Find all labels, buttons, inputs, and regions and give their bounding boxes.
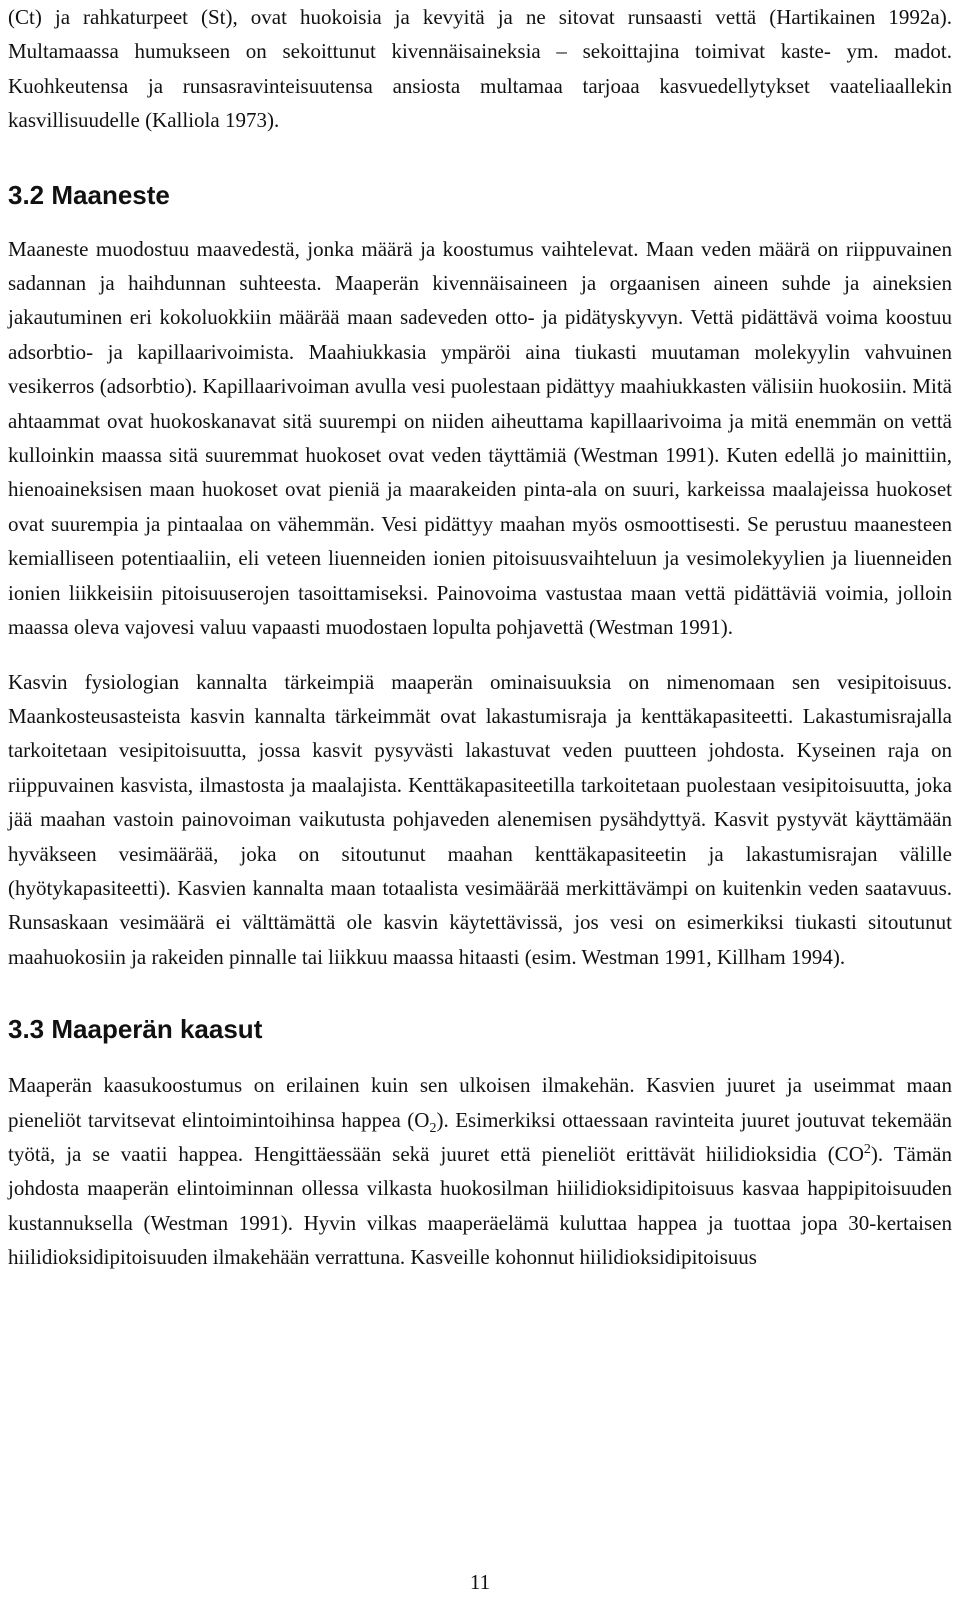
kaasut-text-part-b: ). Esimerkiksi ottaessaan ravinteita juuret joutuvat tekemään työtä, ja se vaatii happea. Hengittäessään sekä juuret että pieneliöt erittävät hiilidioksidia (CO <box>8 1107 952 1166</box>
kaasut-text-part-a: Maaperän kaasukoostumus on erilainen kuin sen ulkoisen ilmakehän. Kasvien juuret ja useimmat maan pieneliöt tarvitsevat elintoimintoihinsa happea (O <box>8 1073 952 1132</box>
oxygen-subscript: 2 <box>429 1120 437 1136</box>
section-heading-kaasut: 3.3 Maaperän kaasut <box>8 1014 263 1045</box>
maaneste-paragraph-2: Kasvin fysiologian kannalta tärkeimpiä maaperän ominaisuuksia on nimenomaan sen vesipitoisuus. Maankosteusasteista kasvin kannalta tärkeimmät ovat lakastumisraja ja kenttäkapasiteetti. Lakastumisrajalla tarkoitetaan vesipitoisuutta, jossa kasvit pysyvästi lakastuvat veden puutteen johdosta. Kyseinen raja on riippuvainen kasvista, ilmastosta ja maalajista. Kenttäkapasiteetilla tarkoitetaan puolestaan vesipitoisuutta, joka jää maahan vastoin painovoiman vaikutusta pohjaveden alenemisen pysähdyttyä. Kasvit pystyvät käyttämään hyväkseen vesimäärää, joka on sitoutunut maahan kenttäkapasiteetin ja lakastumisrajan välille (hyötykapasiteetti). Kasvien kannalta maan totaalista vesimäärää merkittävämpi on kuitenkin veden saatavuus. Runsaskaan vesimäärä ei välttämättä ole kasvin käytettävissä, jos vesi on esimerkiksi tiukasti sitoutunut maahuokosiin ja rakeiden pinnalle tai liikkuu maassa hitaasti (esim. Westman 1991, Killham 1994). <box>8 669 952 969</box>
document-page <box>8 0 952 1275</box>
page-number: 11 <box>469 1570 491 1594</box>
carbon-dioxide-superscript: 2 <box>863 1141 871 1157</box>
maaneste-paragraph-1: Maaneste muodostuu maavedestä, jonka määrä ja koostumus vaihtelevat. Maan veden määrä on riippuvainen sadannan ja haihdunnan suhteesta. Maaperän kivennäisaineen ja orgaanisen aineen suhde ja aineksien jakautuminen eri kokoluokkiin määrää maan sadeveden otto- ja pidätyskyvyn. Vettä pidättävä voima koostuu adsorbtio- ja kapillaarivoimista. Maahiukkasia ympäröi aina tiukasti muutaman molekyylin vahvuinen vesikerros (adsorbtio). Kapillaarivoiman avulla vesi puolestaan pidättyy maahiukkasten välisiin huokosiin. Mitä ahtaammat ovat huokoskanavat sitä suurempi on niiden aiheuttama kapillaarivoima ja mitä enemmän on vettä kulloinkin maassa sitä suuremmat huokoset ovat veden täyttämiä (Westman 1991). Kuten edellä jo mainittiin, hienoaineksisen maan huokoset ovat pieniä ja maarakeiden pinta-ala on suuri, karkeissa maalajeissa huokoset ovat suurempia ja pintaalaa on vähemmän. Vesi pidättyy maahan myös osmoottisesti. Se perustuu maanesteen kemialliseen potentiaaliin, eli veteen liuenneiden ionien pitoisuusvaihteluun ja vesimolekyylien ja liuenneiden ionien liikkeisiin pitoisuuserojen tasoittamiseksi. Painovoima vastustaa maan vettä pidättäviä voimia, jolloin maassa oleva vajovesi valuu vapaasti muodostaen lopulta pohjavettä (Westman 1991). <box>8 236 952 640</box>
section-heading-maaneste: 3.2 Maaneste <box>8 179 170 210</box>
kaasut-text-part-c: ). Tämän johdosta maaperän elintoiminnan ollessa vilkasta huokosilman hiilidioksidipitoisuus kasvaa happipitoisuuden kustannuksella (Westman 1991). Hyvin vilkas maaperäelämä kuluttaa happea ja tuottaa jopa 30-kertaisen hiilidioksidipitoisuuden ilmakehään verrattuna. Kasveille kohonnut hiilidioksidipitoisuus <box>8 1141 952 1270</box>
intro-paragraph: (Ct) ja rahkaturpeet (St), ovat huokoisia ja kevyitä ja ne sitovat runsaasti vettä (Hartikainen 1992a). Multamaassa humukseen on sekoittunut kivennäisaineksia – sekoittajina toimivat kaste- ym. madot. Kuohkeutensa ja runsasravinteisuutensa ansiosta multamaa tarjoaa kasvuedellytykset vaateliaallekin kasvillisuudelle (Kalliola 1973). <box>8 5 952 133</box>
kaasut-paragraph-1 <box>8 1068 952 1274</box>
